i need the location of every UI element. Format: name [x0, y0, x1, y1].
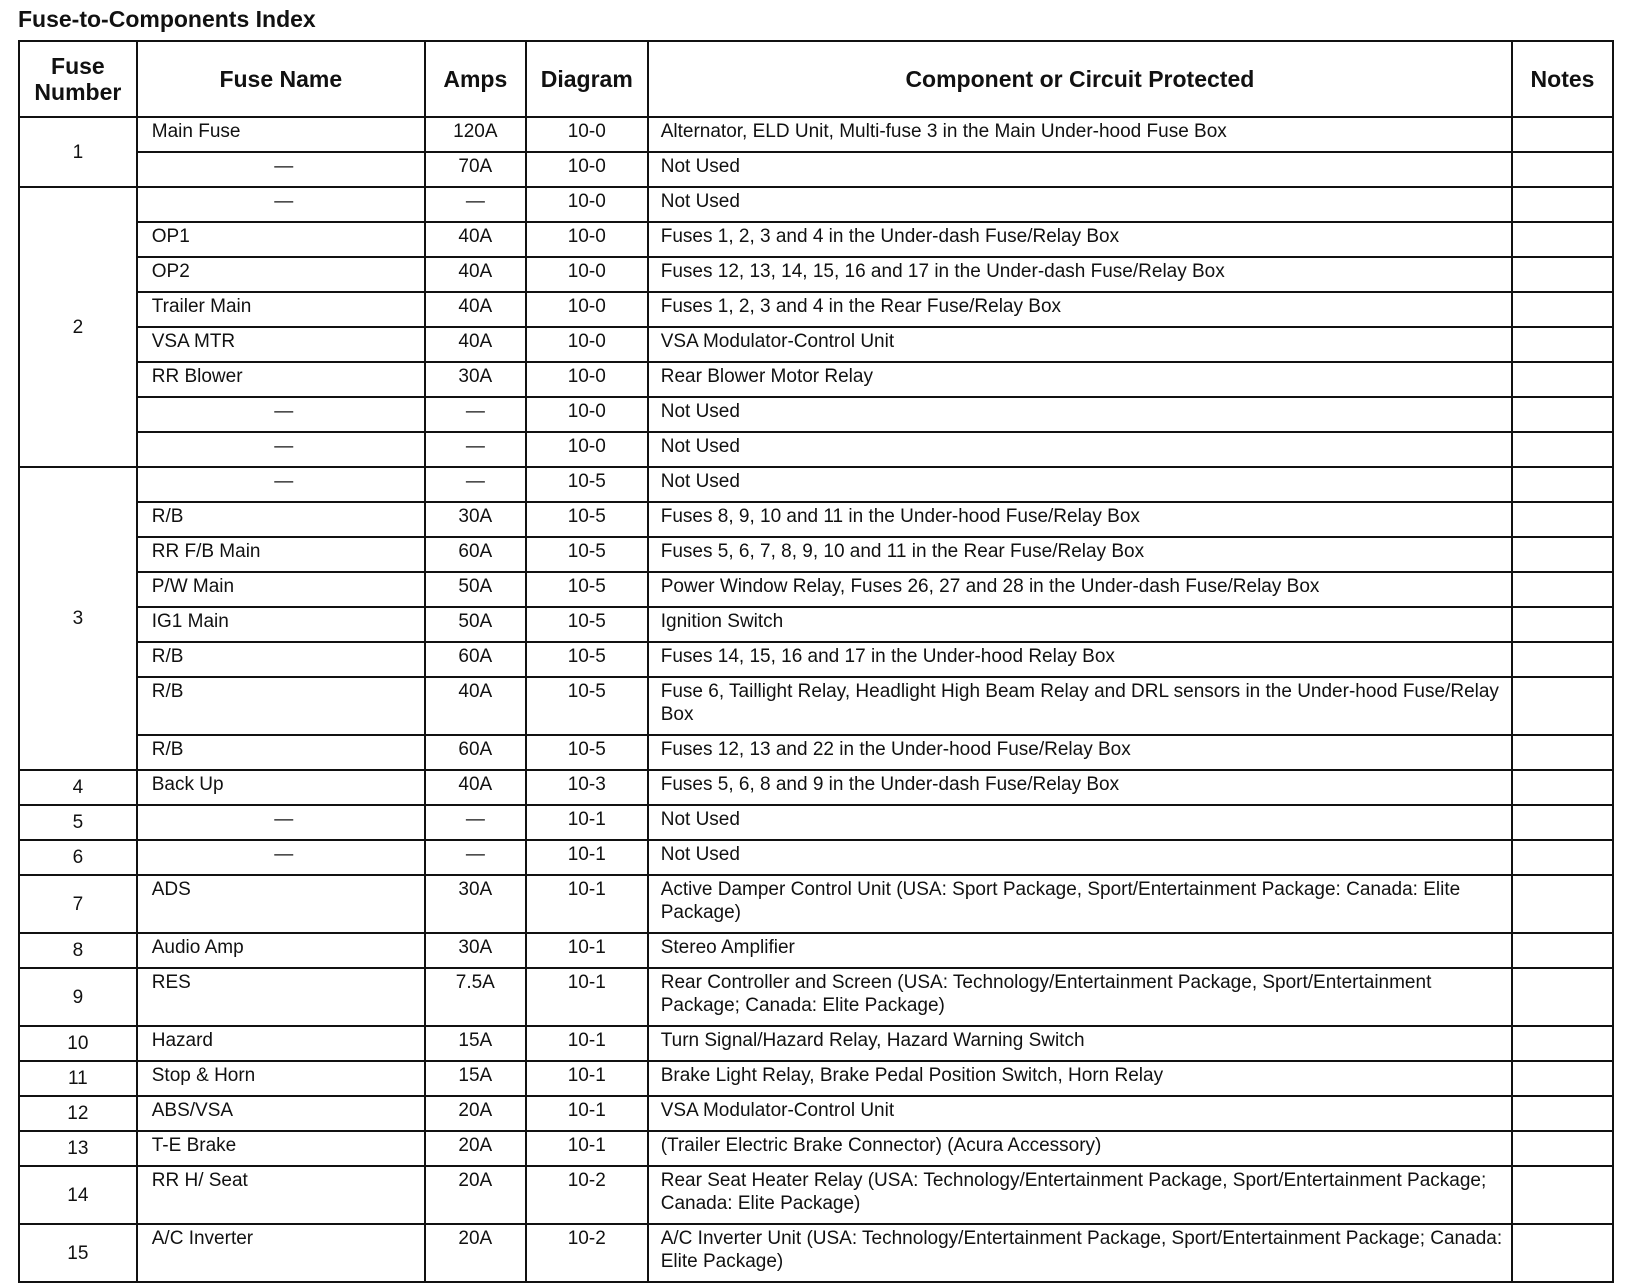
- component-cell: Fuses 12, 13, 14, 15, 16 and 17 in the Under-dash Fuse/Relay Box: [648, 257, 1512, 292]
- table-row: [19, 1224, 1613, 1282]
- notes-cell: [1512, 1096, 1613, 1131]
- component-cell: Fuses 1, 2, 3 and 4 in the Rear Fuse/Relay Box: [648, 292, 1512, 327]
- component-cell: Not Used: [648, 152, 1512, 187]
- fuse-name-cell: ADS: [137, 875, 425, 933]
- table-row: [19, 327, 1613, 362]
- diagram-cell: 10-1: [526, 1061, 648, 1096]
- fuse-name-cell: Hazard: [137, 1026, 425, 1061]
- diagram-cell: 10-5: [526, 537, 648, 572]
- diagram-cell: 10-1: [526, 1131, 648, 1166]
- amps-cell: 20A: [425, 1166, 526, 1224]
- amps-cell: 60A: [425, 537, 526, 572]
- diagram-cell: 10-0: [526, 397, 648, 432]
- component-cell: Not Used: [648, 840, 1512, 875]
- amps-cell: 70A: [425, 152, 526, 187]
- fuse-name-cell: —: [137, 187, 425, 222]
- component-cell: Power Window Relay, Fuses 26, 27 and 28 in the Under-dash Fuse/Relay Box: [648, 572, 1512, 607]
- fuse-number-cell: 15: [19, 1224, 137, 1282]
- component-cell: Turn Signal/Hazard Relay, Hazard Warning Switch: [648, 1026, 1512, 1061]
- diagram-cell: 10-5: [526, 502, 648, 537]
- amps-cell: 120A: [425, 117, 526, 152]
- amps-cell: —: [425, 397, 526, 432]
- amps-cell: —: [425, 187, 526, 222]
- component-cell: Rear Blower Motor Relay: [648, 362, 1512, 397]
- fuse-number-cell: 2: [19, 187, 137, 467]
- fuse-name-cell: Audio Amp: [137, 933, 425, 968]
- table-row: [19, 467, 1613, 502]
- table-row: [19, 502, 1613, 537]
- notes-cell: [1512, 467, 1613, 502]
- fuse-number-cell: 9: [19, 968, 137, 1026]
- fuse-table: [18, 40, 1614, 1283]
- table-row: [19, 677, 1613, 735]
- amps-cell: 50A: [425, 607, 526, 642]
- diagram-cell: 10-0: [526, 152, 648, 187]
- component-cell: Not Used: [648, 432, 1512, 467]
- component-cell: Rear Controller and Screen (USA: Technology/Entertainment Package, Sport/Entertainment Package; Canada: Elite Package): [648, 968, 1512, 1026]
- fuse-name-cell: —: [137, 467, 425, 502]
- fuse-name-cell: OP1: [137, 222, 425, 257]
- table-row: [19, 152, 1613, 187]
- notes-cell: [1512, 257, 1613, 292]
- component-cell: Fuses 1, 2, 3 and 4 in the Under-dash Fuse/Relay Box: [648, 222, 1512, 257]
- amps-cell: 50A: [425, 572, 526, 607]
- notes-cell: [1512, 1026, 1613, 1061]
- column-header-component: Component or Circuit Protected: [648, 41, 1512, 117]
- fuse-number-cell: 12: [19, 1096, 137, 1131]
- notes-cell: [1512, 432, 1613, 467]
- diagram-cell: 10-1: [526, 1096, 648, 1131]
- fuse-number-cell: 4: [19, 770, 137, 805]
- component-cell: Alternator, ELD Unit, Multi-fuse 3 in the Main Under-hood Fuse Box: [648, 117, 1512, 152]
- diagram-cell: 10-1: [526, 933, 648, 968]
- component-cell: Fuses 5, 6, 8 and 9 in the Under-dash Fuse/Relay Box: [648, 770, 1512, 805]
- amps-cell: 60A: [425, 642, 526, 677]
- fuse-number-cell: 11: [19, 1061, 137, 1096]
- fuse-name-cell: —: [137, 840, 425, 875]
- amps-cell: 30A: [425, 875, 526, 933]
- amps-cell: 40A: [425, 222, 526, 257]
- table-row: [19, 432, 1613, 467]
- notes-cell: [1512, 1166, 1613, 1224]
- component-cell: Fuses 8, 9, 10 and 11 in the Under-hood Fuse/Relay Box: [648, 502, 1512, 537]
- table-row: [19, 1131, 1613, 1166]
- amps-cell: —: [425, 805, 526, 840]
- component-cell: Fuse 6, Taillight Relay, Headlight High Beam Relay and DRL sensors in the Under-hood Fuse/Relay Box: [648, 677, 1512, 735]
- notes-cell: [1512, 677, 1613, 735]
- component-cell: VSA Modulator-Control Unit: [648, 1096, 1512, 1131]
- diagram-cell: 10-0: [526, 432, 648, 467]
- table-row: [19, 572, 1613, 607]
- table-row: [19, 770, 1613, 805]
- fuse-number-cell: 8: [19, 933, 137, 968]
- table-row: [19, 1061, 1613, 1096]
- diagram-cell: 10-0: [526, 117, 648, 152]
- fuse-name-cell: RR Blower: [137, 362, 425, 397]
- component-cell: Not Used: [648, 187, 1512, 222]
- table-row: [19, 735, 1613, 770]
- notes-cell: [1512, 537, 1613, 572]
- notes-cell: [1512, 327, 1613, 362]
- fuse-name-cell: ABS/VSA: [137, 1096, 425, 1131]
- component-cell: Fuses 12, 13 and 22 in the Under-hood Fuse/Relay Box: [648, 735, 1512, 770]
- column-header-amps: Amps: [425, 41, 526, 117]
- notes-cell: [1512, 397, 1613, 432]
- fuse-name-cell: VSA MTR: [137, 327, 425, 362]
- fuse-name-cell: IG1 Main: [137, 607, 425, 642]
- notes-cell: [1512, 875, 1613, 933]
- fuse-name-cell: Stop & Horn: [137, 1061, 425, 1096]
- amps-cell: 40A: [425, 257, 526, 292]
- fuse-name-cell: Main Fuse: [137, 117, 425, 152]
- diagram-cell: 10-5: [526, 642, 648, 677]
- component-cell: Rear Seat Heater Relay (USA: Technology/Entertainment Package, Sport/Entertainment Package; Canada: Elite Package): [648, 1166, 1512, 1224]
- table-row: [19, 222, 1613, 257]
- table-row: [19, 292, 1613, 327]
- amps-cell: 20A: [425, 1224, 526, 1282]
- amps-cell: 40A: [425, 292, 526, 327]
- fuse-name-cell: Back Up: [137, 770, 425, 805]
- amps-cell: —: [425, 432, 526, 467]
- table-header: [19, 41, 1613, 117]
- fuse-number-cell: 3: [19, 467, 137, 770]
- fuse-name-cell: RR H/ Seat: [137, 1166, 425, 1224]
- amps-cell: —: [425, 840, 526, 875]
- notes-cell: [1512, 1131, 1613, 1166]
- component-cell: Not Used: [648, 467, 1512, 502]
- notes-cell: [1512, 117, 1613, 152]
- fuse-name-cell: Trailer Main: [137, 292, 425, 327]
- table-row: [19, 1096, 1613, 1131]
- column-header-fuse-name: Fuse Name: [137, 41, 425, 117]
- fuse-name-cell: R/B: [137, 502, 425, 537]
- notes-cell: [1512, 735, 1613, 770]
- column-header-diagram: Diagram: [526, 41, 648, 117]
- component-cell: Fuses 5, 6, 7, 8, 9, 10 and 11 in the Rear Fuse/Relay Box: [648, 537, 1512, 572]
- fuse-name-cell: —: [137, 152, 425, 187]
- amps-cell: 15A: [425, 1061, 526, 1096]
- table-row: [19, 642, 1613, 677]
- amps-cell: 20A: [425, 1096, 526, 1131]
- fuse-name-cell: RR F/B Main: [137, 537, 425, 572]
- fuse-number-cell: 13: [19, 1131, 137, 1166]
- component-cell: Fuses 14, 15, 16 and 17 in the Under-hood Relay Box: [648, 642, 1512, 677]
- component-cell: Active Damper Control Unit (USA: Sport Package, Sport/Entertainment Package: Canada: Elite Package): [648, 875, 1512, 933]
- diagram-cell: 10-5: [526, 572, 648, 607]
- component-cell: Brake Light Relay, Brake Pedal Position Switch, Horn Relay: [648, 1061, 1512, 1096]
- table-row: [19, 805, 1613, 840]
- fuse-name-cell: OP2: [137, 257, 425, 292]
- amps-cell: 15A: [425, 1026, 526, 1061]
- fuse-name-cell: RES: [137, 968, 425, 1026]
- amps-cell: 7.5A: [425, 968, 526, 1026]
- table-row: [19, 875, 1613, 933]
- fuse-name-cell: T-E Brake: [137, 1131, 425, 1166]
- component-cell: Not Used: [648, 805, 1512, 840]
- amps-cell: 30A: [425, 362, 526, 397]
- amps-cell: 30A: [425, 933, 526, 968]
- table-row: [19, 397, 1613, 432]
- notes-cell: [1512, 222, 1613, 257]
- diagram-cell: 10-3: [526, 770, 648, 805]
- fuse-name-cell: P/W Main: [137, 572, 425, 607]
- table-row: [19, 607, 1613, 642]
- amps-cell: 40A: [425, 770, 526, 805]
- notes-cell: [1512, 187, 1613, 222]
- fuse-number-cell: 5: [19, 805, 137, 840]
- diagram-cell: 10-0: [526, 362, 648, 397]
- column-header-notes: Notes: [1512, 41, 1613, 117]
- notes-cell: [1512, 642, 1613, 677]
- amps-cell: 40A: [425, 677, 526, 735]
- diagram-cell: 10-5: [526, 607, 648, 642]
- component-cell: VSA Modulator-Control Unit: [648, 327, 1512, 362]
- table-row: [19, 840, 1613, 875]
- notes-cell: [1512, 572, 1613, 607]
- column-header-fuse-number: Fuse Number: [19, 41, 137, 117]
- diagram-cell: 10-0: [526, 222, 648, 257]
- table-row: [19, 117, 1613, 152]
- table-body: [19, 117, 1613, 1282]
- table-row: [19, 257, 1613, 292]
- diagram-cell: 10-0: [526, 187, 648, 222]
- component-cell: Ignition Switch: [648, 607, 1512, 642]
- component-cell: A/C Inverter Unit (USA: Technology/Entertainment Package, Sport/Entertainment Package; Canada: Elite Package): [648, 1224, 1512, 1282]
- component-cell: Not Used: [648, 397, 1512, 432]
- table-row: [19, 1166, 1613, 1224]
- fuse-name-cell: R/B: [137, 735, 425, 770]
- diagram-cell: 10-2: [526, 1166, 648, 1224]
- page-title: Fuse-to-Components Index: [18, 6, 316, 32]
- fuse-name-cell: R/B: [137, 677, 425, 735]
- fuse-name-cell: —: [137, 397, 425, 432]
- fuse-number-cell: 1: [19, 117, 137, 187]
- notes-cell: [1512, 362, 1613, 397]
- amps-cell: 60A: [425, 735, 526, 770]
- notes-cell: [1512, 968, 1613, 1026]
- fuse-name-cell: A/C Inverter: [137, 1224, 425, 1282]
- notes-cell: [1512, 1224, 1613, 1282]
- component-cell: (Trailer Electric Brake Connector) (Acura Accessory): [648, 1131, 1512, 1166]
- notes-cell: [1512, 840, 1613, 875]
- table-row: [19, 1026, 1613, 1061]
- amps-cell: 40A: [425, 327, 526, 362]
- diagram-cell: 10-0: [526, 327, 648, 362]
- table-row: [19, 362, 1613, 397]
- diagram-cell: 10-1: [526, 875, 648, 933]
- table-row: [19, 187, 1613, 222]
- fuse-name-cell: —: [137, 805, 425, 840]
- diagram-cell: 10-0: [526, 292, 648, 327]
- fuse-number-cell: 7: [19, 875, 137, 933]
- amps-cell: 30A: [425, 502, 526, 537]
- diagram-cell: 10-1: [526, 968, 648, 1026]
- notes-cell: [1512, 1061, 1613, 1096]
- table-row: [19, 968, 1613, 1026]
- notes-cell: [1512, 502, 1613, 537]
- notes-cell: [1512, 292, 1613, 327]
- diagram-cell: 10-0: [526, 257, 648, 292]
- diagram-cell: 10-1: [526, 805, 648, 840]
- fuse-name-cell: —: [137, 432, 425, 467]
- diagram-cell: 10-2: [526, 1224, 648, 1282]
- table-row: [19, 933, 1613, 968]
- diagram-cell: 10-1: [526, 1026, 648, 1061]
- fuse-number-cell: 10: [19, 1026, 137, 1061]
- fuse-number-cell: 14: [19, 1166, 137, 1224]
- diagram-cell: 10-5: [526, 467, 648, 502]
- fuse-number-cell: 6: [19, 840, 137, 875]
- table-row: [19, 537, 1613, 572]
- component-cell: Stereo Amplifier: [648, 933, 1512, 968]
- amps-cell: 20A: [425, 1131, 526, 1166]
- diagram-cell: 10-5: [526, 735, 648, 770]
- fuse-name-cell: R/B: [137, 642, 425, 677]
- notes-cell: [1512, 152, 1613, 187]
- notes-cell: [1512, 933, 1613, 968]
- notes-cell: [1512, 607, 1613, 642]
- diagram-cell: 10-5: [526, 677, 648, 735]
- notes-cell: [1512, 770, 1613, 805]
- diagram-cell: 10-1: [526, 840, 648, 875]
- notes-cell: [1512, 805, 1613, 840]
- amps-cell: —: [425, 467, 526, 502]
